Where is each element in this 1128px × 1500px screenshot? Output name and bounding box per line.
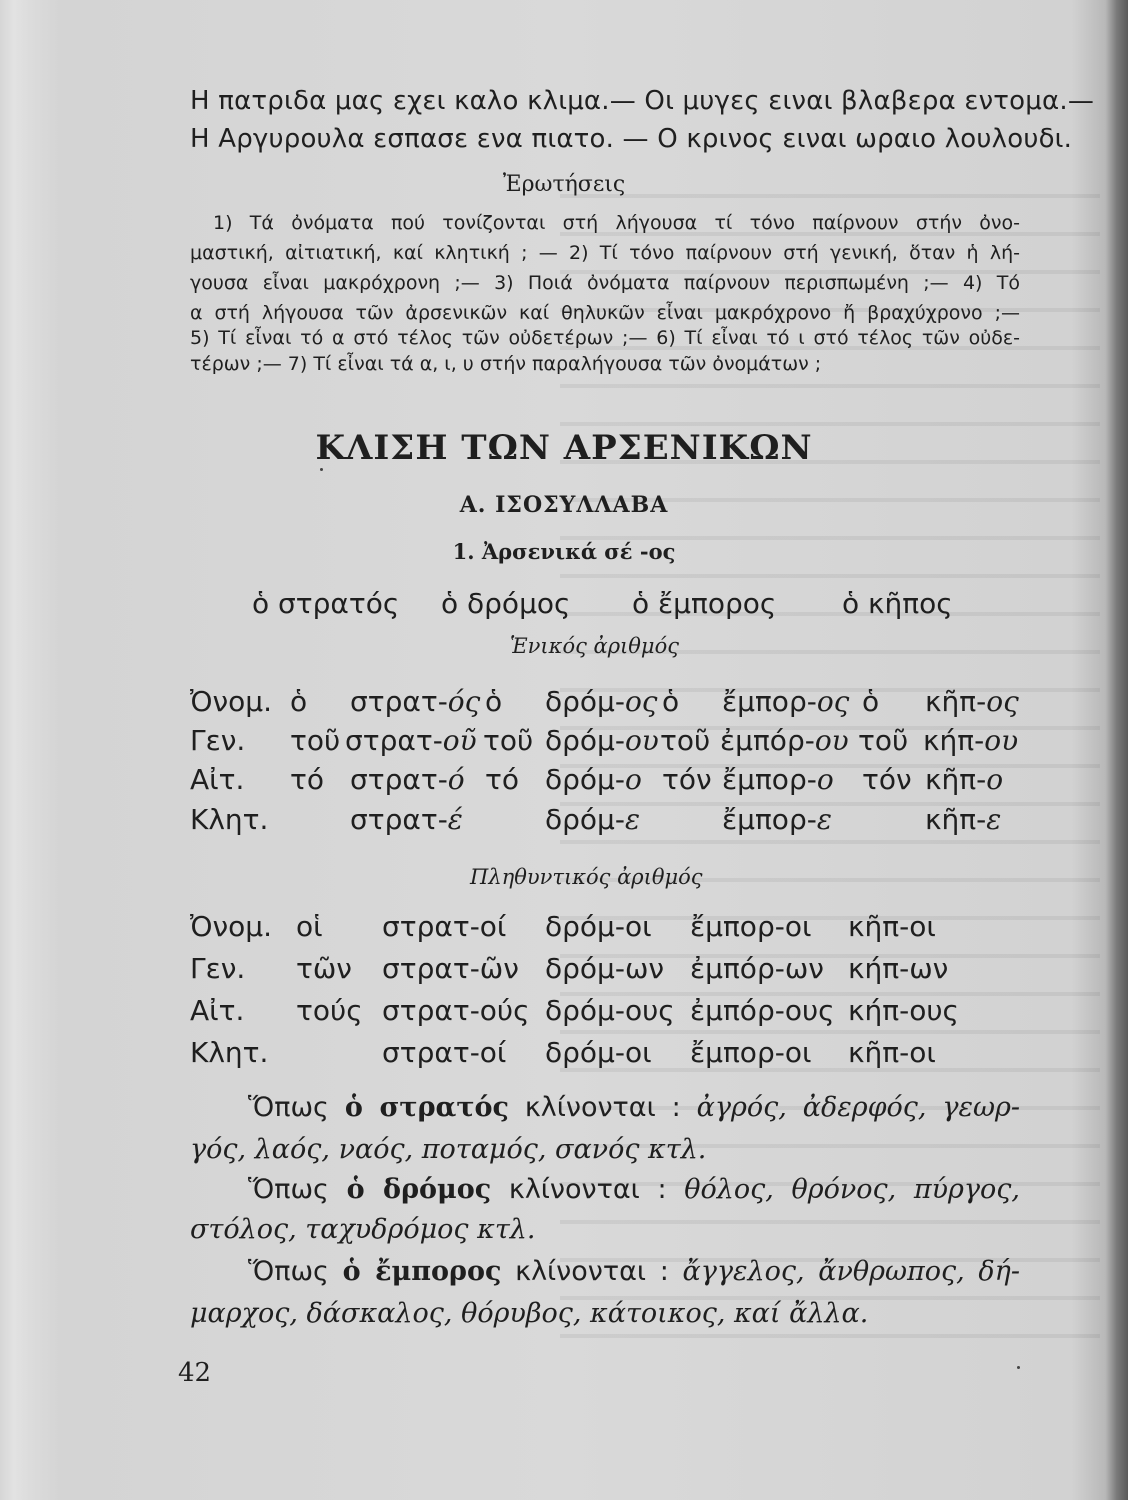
article: τῶν	[296, 952, 352, 985]
case-label: Αἰτ.	[190, 763, 245, 796]
question-line: γουσα εἶναι μακρόχρονη ;— 3) Ποιά ὀνόματα παίρνουν περισπωμένη ;— 4) Τό	[190, 272, 1020, 294]
noun-form: στρατ-ῶν	[382, 952, 519, 985]
article: ὁ	[662, 685, 680, 718]
case-label: Γεν.	[190, 952, 246, 985]
case-label: Αἰτ.	[190, 994, 245, 1027]
plural-label: Πληθυντικός ἀριθμός	[470, 865, 703, 889]
questions-heading: Ἐρωτήσεις	[502, 172, 626, 197]
rule-line: γός, λαός, ναός, ποταμός, σανός κτλ.	[190, 1134, 707, 1165]
case-label: Ὀνομ.	[190, 910, 273, 943]
singular-label: Ἑνικός ἀριθμός	[510, 634, 679, 658]
noun-form: κήπ-ου	[923, 724, 1019, 757]
section-subtitle: Α. ΙΣΟΣΥΛΛΑΒΑ	[459, 492, 669, 518]
article: τούς	[296, 994, 363, 1027]
headword: ὁ στρατός	[252, 587, 400, 620]
article: ὁ	[485, 685, 503, 718]
noun-form: κῆπ-ε	[925, 803, 1002, 836]
question-line: 1) Τά ὀνόματα πού τονίζονται στή λήγουσα τί τόνο παίρνουν στήν ὀνο-	[213, 212, 1020, 234]
noun-form: δρόμ-ο	[545, 763, 642, 796]
noun-form: δρόμ-οι	[545, 1036, 652, 1069]
rule-line: μαρχος, δάσκαλος, θόρυβος, κάτοικος, καί ἄλλα.	[190, 1298, 869, 1329]
noun-form: δρόμ-ων	[545, 952, 665, 985]
headword: ὁ ἔμπορος	[632, 587, 777, 620]
question-line: τέρων ;— 7) Τί εἶναι τά α, ι, υ στήν παραλήγουσα τῶν ὀνομάτων ;	[190, 353, 822, 375]
noun-form: ἐμπόρ-ους	[690, 994, 835, 1027]
section-title: ΚΛΙΣΗ ΤΩΝ ΑΡΣΕΝΙΚΩΝ	[315, 428, 813, 468]
question-line: 5) Τί εἶναι τό α στό τέλος τῶν οὐδετέρων ;— 6) Τί εἶναι τό ι στό τέλος τῶν οὐδε-	[190, 327, 1020, 349]
noun-form: ἔμπορ-ε	[722, 803, 832, 836]
noun-form: ἔμπορ-ος	[722, 685, 850, 718]
article: τοῦ	[483, 724, 534, 757]
ink-speck	[320, 468, 323, 471]
noun-form: ἔμπορ-ο	[722, 763, 834, 796]
article: ὁ	[862, 685, 880, 718]
case-label: Ὀνομ.	[190, 685, 273, 718]
noun-form: στρατ-ούς	[382, 994, 530, 1027]
noun-form: στρατ-έ	[350, 803, 463, 836]
noun-form: ἐμπόρ-ων	[690, 952, 824, 985]
rule-line: στόλος, ταχυδρόμος κτλ.	[190, 1214, 536, 1245]
intro-line-2: Η Αργυρουλα εσπασε ενα πιατο. — Ο κρινος ειναι ωραιο λουλουδι.	[190, 124, 1073, 154]
article: τόν	[662, 763, 712, 796]
headword: ὁ κῆπος	[842, 587, 953, 620]
article: ὁ	[290, 685, 308, 718]
article: τοῦ	[290, 724, 341, 757]
noun-form: δρόμ-ε	[545, 803, 640, 836]
page-number: 42	[178, 1358, 212, 1388]
noun-form: κήπ-ους	[848, 994, 959, 1027]
noun-form: ἐμπόρ-ου	[720, 724, 849, 757]
question-line: α στή λήγουσα τῶν ἀρσενικῶν καί θηλυκῶν εἶναι μακρόχρονο ἤ βραχύχρονο ;—	[190, 302, 1020, 324]
noun-form: δρόμ-ος	[545, 685, 658, 718]
article: τόν	[862, 763, 912, 796]
noun-form: κῆπ-ος	[925, 685, 1019, 718]
case-label: Γεν.	[190, 724, 246, 757]
declension-heading: 1. Ἀρσενικά σέ -ος	[452, 539, 676, 564]
article: τοῦ	[858, 724, 909, 757]
noun-form: κῆπ-ο	[925, 763, 1004, 796]
noun-form: κήπ-ων	[848, 952, 949, 985]
rule-line: Ὅπως ὁ δρόμος κλίνονται : θόλος, θρόνος, πύργος,	[248, 1174, 1020, 1205]
case-label: Κλητ.	[190, 1036, 269, 1069]
ink-speck	[1017, 1366, 1020, 1369]
noun-form: ἔμπορ-οι	[690, 1036, 812, 1069]
noun-form: κῆπ-οι	[848, 1036, 936, 1069]
article: τό	[290, 763, 324, 796]
article: τό	[485, 763, 519, 796]
noun-form: δρόμ-ους	[545, 994, 675, 1027]
article: τοῦ	[660, 724, 711, 757]
noun-form: στρατ-ό	[350, 763, 465, 796]
noun-form: στρατ-ός	[350, 685, 481, 718]
noun-form: ἔμπορ-οι	[690, 910, 812, 943]
question-line: μαστική, αἰτιατική, καί κλητική ; — 2) Τί τόνο παίρνουν στή γενική, ὅταν ἡ λή-	[190, 242, 1020, 264]
noun-form: στρατ-οί	[382, 910, 507, 943]
article: οἱ	[296, 910, 323, 943]
noun-form: κῆπ-οι	[848, 910, 936, 943]
headword: ὁ δρόμος	[441, 587, 571, 620]
noun-form: στρατ-οί	[382, 1036, 507, 1069]
case-label: Κλητ.	[190, 803, 269, 836]
rule-line: Ὅπως ὁ στρατός κλίνονται : ἀγρός, ἀδερφός, γεωρ-	[248, 1092, 1020, 1123]
rule-line: Ὅπως ὁ ἔμπορος κλίνονται : ἄγγελος, ἄνθρωπος, δή-	[248, 1256, 1020, 1287]
intro-line-1: Η πατριδα μας εχει καλο κλιμα.— Οι μυγες ειναι βλαβερα εντομα.—	[190, 86, 1095, 116]
noun-form: δρόμ-οι	[545, 910, 652, 943]
noun-form: δρόμ-ου	[545, 724, 659, 757]
noun-form: στρατ-οῦ	[345, 724, 477, 757]
